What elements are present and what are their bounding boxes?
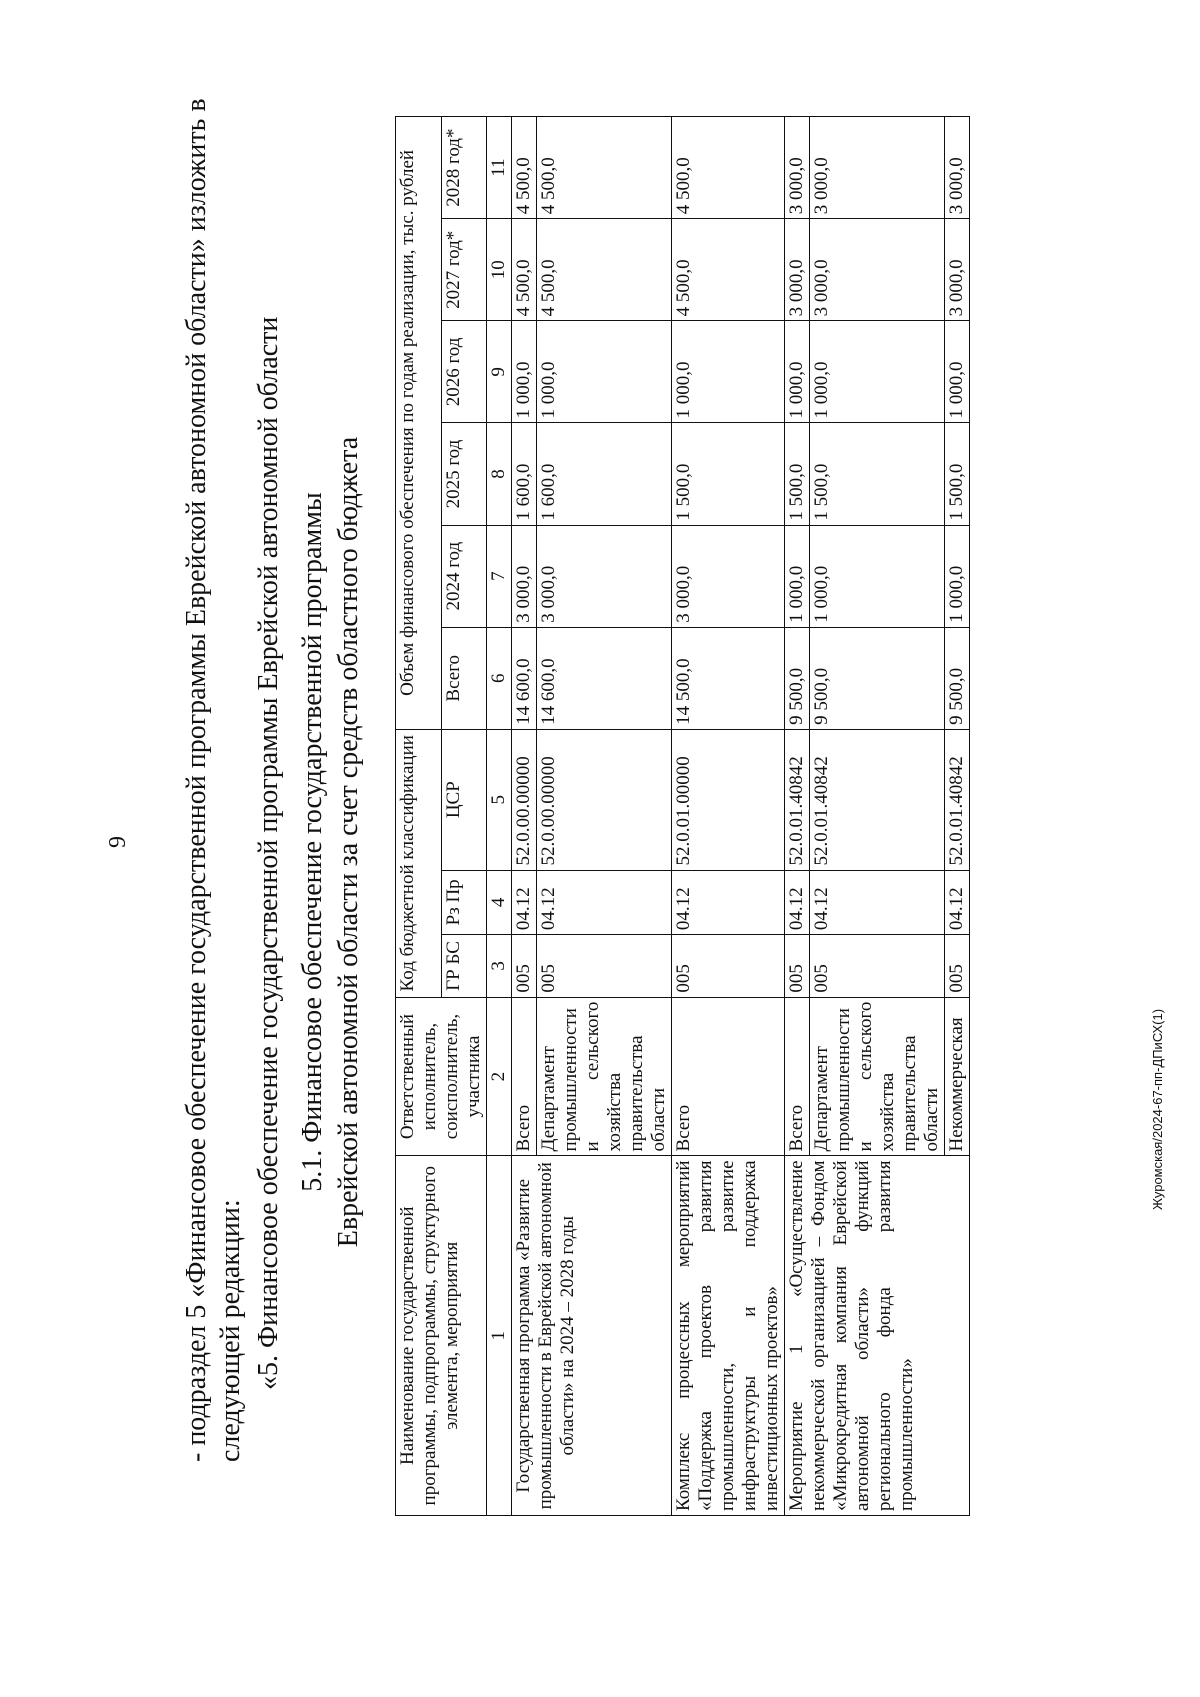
total-cell: 14 600,0	[537, 627, 672, 729]
intro-paragraph: - подраздел 5 «Финансовое обеспечение государственной программы Еврейской автономной области» изложить в следующей редакции:	[181, 98, 246, 1462]
header-2026: 2026 год	[441, 321, 487, 423]
y2027-cell: 3 000,0	[810, 219, 945, 321]
complex-name: Комплекс процессных мероприятий «Поддержка проектов развития промышленности, развитие инфраструктуры и поддержка инвестиционных проектов»	[672, 1156, 785, 1516]
col-num: 6	[487, 627, 512, 729]
header-name: Наименование государственной программы, подпрограммы, структурного элемента, мероприятия	[396, 1156, 487, 1516]
col-num: 4	[487, 870, 512, 935]
csr-cell: 52.0.01.40842	[810, 729, 945, 870]
subsection-subtitle: Еврейской автономной области за счет средств областного бюджета	[333, 436, 364, 1248]
resp-cell: Департамент промышленности и сельского хозяйства правительства области	[810, 997, 945, 1156]
col-num: 9	[487, 321, 512, 423]
y2026-cell: 1 000,0	[945, 321, 970, 423]
program-name: Государственная программа «Развитие промышленности в Еврейской автономной области» на 2024 – 2028 годы	[512, 1156, 672, 1516]
y2027-cell: 4 500,0	[537, 219, 672, 321]
y2027-cell: 3 000,0	[945, 219, 970, 321]
header-row-1	[396, 117, 442, 1516]
rzpr-cell: 04.12	[785, 870, 810, 935]
page-number: 9	[105, 836, 131, 848]
y2028-cell: 3 000,0	[785, 117, 810, 219]
rzpr-cell: 04.12	[537, 870, 672, 935]
header-rzpr: Рз Пр	[441, 870, 487, 935]
column-number-row	[487, 117, 512, 1516]
y2026-cell: 1 000,0	[537, 321, 672, 423]
y2026-cell: 1 000,0	[810, 321, 945, 423]
y2027-cell: 4 500,0	[672, 219, 785, 321]
y2028-cell: 4 500,0	[672, 117, 785, 219]
y2027-cell: 4 500,0	[512, 219, 537, 321]
table-row	[785, 117, 810, 1516]
header-2024: 2024 год	[441, 525, 487, 627]
table-row	[512, 117, 537, 1516]
col-num: 1	[487, 1156, 512, 1516]
y2026-cell: 1 000,0	[512, 321, 537, 423]
y2024-cell: 3 000,0	[672, 525, 785, 627]
y2026-cell: 1 000,0	[785, 321, 810, 423]
y2028-cell: 3 000,0	[810, 117, 945, 219]
y2024-cell: 1 000,0	[810, 525, 945, 627]
header-resp: Ответственный исполнитель, соисполнитель, участника	[396, 997, 487, 1156]
col-num: 5	[487, 729, 512, 870]
rzpr-cell: 04.12	[672, 870, 785, 935]
header-total: Всего	[441, 627, 487, 729]
resp-cell: Департамент промышленности и сельского хозяйства правительства области	[537, 997, 672, 1156]
csr-cell: 52.0.01.00000	[672, 729, 785, 870]
header-code: Код бюджетной классификации	[396, 729, 442, 997]
header-2027: 2027 год*	[441, 219, 487, 321]
grbs-cell: 005	[512, 935, 537, 998]
y2025-cell: 1 500,0	[810, 423, 945, 525]
y2024-cell: 1 000,0	[785, 525, 810, 627]
y2027-cell: 3 000,0	[785, 219, 810, 321]
y2025-cell: 1 500,0	[945, 423, 970, 525]
grbs-cell: 005	[785, 935, 810, 998]
y2028-cell: 4 500,0	[537, 117, 672, 219]
header-2025: 2025 год	[441, 423, 487, 525]
table-row	[672, 117, 785, 1516]
header-2028: 2028 год*	[441, 117, 487, 219]
y2028-cell: 3 000,0	[945, 117, 970, 219]
y2025-cell: 1 600,0	[512, 423, 537, 525]
csr-cell: 52.0.01.40842	[945, 729, 970, 870]
col-num: 10	[487, 219, 512, 321]
col-num: 8	[487, 423, 512, 525]
finance-table	[395, 116, 970, 1516]
grbs-cell: 005	[810, 935, 945, 998]
csr-cell: 52.0.00.00000	[537, 729, 672, 870]
resp-cell: Всего	[672, 997, 785, 1156]
y2024-cell: 3 000,0	[512, 525, 537, 627]
rzpr-cell: 04.12	[810, 870, 945, 935]
section-heading: «5. Финансовое обеспечение государственной программы Еврейской автономной области	[253, 316, 284, 1390]
subsection-title: 5.1. Финансовое обеспечение государственной программы	[297, 492, 328, 1192]
grbs-cell: 005	[672, 935, 785, 998]
y2025-cell: 1 500,0	[785, 423, 810, 525]
csr-cell: 52.0.01.40842	[785, 729, 810, 870]
col-num: 2	[487, 997, 512, 1156]
rzpr-cell: 04.12	[512, 870, 537, 935]
grbs-cell: 005	[537, 935, 672, 998]
total-cell: 9 500,0	[945, 627, 970, 729]
y2024-cell: 3 000,0	[537, 525, 672, 627]
total-cell: 14 600,0	[512, 627, 537, 729]
y2025-cell: 1 500,0	[672, 423, 785, 525]
y2025-cell: 1 600,0	[537, 423, 672, 525]
resp-cell: Всего	[785, 997, 810, 1156]
resp-cell: Всего	[512, 997, 537, 1156]
total-cell: 14 500,0	[672, 627, 785, 729]
col-num: 3	[487, 935, 512, 998]
y2028-cell: 4 500,0	[512, 117, 537, 219]
resp-cell: Некоммерческая	[945, 997, 970, 1156]
y2026-cell: 1 000,0	[672, 321, 785, 423]
total-cell: 9 500,0	[810, 627, 945, 729]
footer-code: Журомская/2024-67-пп-ДПиСХ(1)	[1150, 1008, 1165, 1210]
csr-cell: 52.0.00.00000	[512, 729, 537, 870]
col-num: 7	[487, 525, 512, 627]
header-volume: Объем финансового обеспечения по годам реализации, тыс. рублей	[396, 117, 442, 730]
rzpr-cell: 04.12	[945, 870, 970, 935]
total-cell: 9 500,0	[785, 627, 810, 729]
measure-name: Мероприятие 1 «Осуществление некоммерческой организацией – Фондом «Микрокредитная компания Еврейской автономной области» функций регионального фонда развития промышленности»	[785, 1156, 970, 1516]
grbs-cell: 005	[945, 935, 970, 998]
header-csr: ЦСР	[441, 729, 487, 870]
y2024-cell: 1 000,0	[945, 525, 970, 627]
col-num: 11	[487, 117, 512, 219]
header-grbs: ГР БС	[441, 935, 487, 998]
